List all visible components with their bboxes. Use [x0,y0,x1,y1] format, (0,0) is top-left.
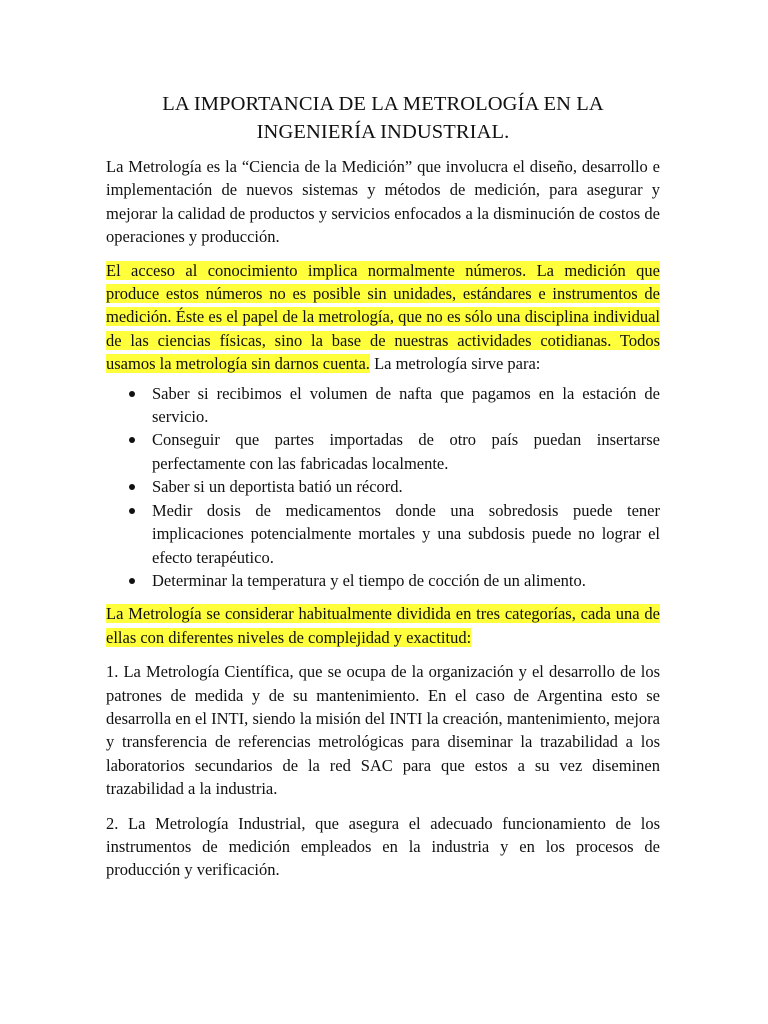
title-line-2: INGENIERÍA INDUSTRIAL. [256,121,510,143]
bullet-item [106,569,660,592]
title-line-1: LA IMPORTANCIA DE LA METROLOGÍA EN LA [162,93,604,115]
bullet-text: Determinar la temperatura y el tiempo de cocción de un alimento. [152,570,586,590]
paragraph-definition: La Metrología es la “Ciencia de la Medición” que involucra el diseño, desarrollo e implementación de nuevos sistemas y métodos de medición, para asegurar y mejorar la calidad de productos y servicios enfocados a la disminución de costos de operaciones y producción. [106,157,660,247]
bullet-icon [129,391,135,397]
highlighted-text-categories: La Metrología se considerar habitualmente dividida en tres categorías, cada una de ellas con diferentes niveles de complejidad y exactitud: [106,604,660,647]
bullet-text: Medir dosis de medicamentos donde una sobredosis puede tener implicaciones potencialmente mortales y una subdosis puede no lograr el efecto terapéutico. [152,500,660,567]
bullet-text: Saber si recibimos el volumen de nafta que pagamos en la estación de servicio. [152,383,660,427]
bullet-text: Conseguir que partes importadas de otro país puedan insertarse perfectamente con las fabricadas localmente. [152,430,660,473]
bullet-icon [129,508,135,514]
bullet-item [106,382,660,429]
bullet-item [106,475,660,498]
bullet-item [106,428,660,475]
paragraph-scientific-metrology: 1. La Metrología Científica, que se ocupa de la organización y el desarrollo de los patrones de medida y de su mantenimiento. En el caso de Argentina esto se desarrolla en el INTI, siendo la misión del INTI la creación, mantenimiento, mejora y transferencia de referencias metrológicas para diseminar la trazabilidad a los laboratorios secundarios de la red SAC para que estos a su vez diseminen trazabilidad a la industria. [106,662,660,799]
paragraph-knowledge-rest: La metrología sirve para: [369,354,541,374]
paragraph-knowledge [106,259,660,376]
bullet-icon [129,484,135,490]
paragraph-industrial-metrology: 2. La Metrología Industrial, que asegura el adecuado funcionamiento de los instrumentos de medición empleados en la industria y en los procesos de producción y verificación. [106,813,660,880]
document-title [106,90,660,146]
uses-bullet-list [106,382,660,593]
paragraph-categories [106,602,660,649]
document-page [106,90,660,893]
bullet-item [106,499,660,569]
bullet-icon [129,437,135,443]
bullet-icon [129,578,135,584]
bullet-text: Saber si un deportista batió un récord. [152,477,403,497]
highlighted-text-knowledge: El acceso al conocimiento implica normalmente números. La medición que produce estos números no es posible sin unidades, estándares e instrumentos de medición. Éste es el papel de la metrología, que no es sólo una disciplina individual de las ciencias físicas, sino la base de nuestras actividades cotidianas. Todos usamos la metrología sin darnos cuenta. [106,260,660,374]
